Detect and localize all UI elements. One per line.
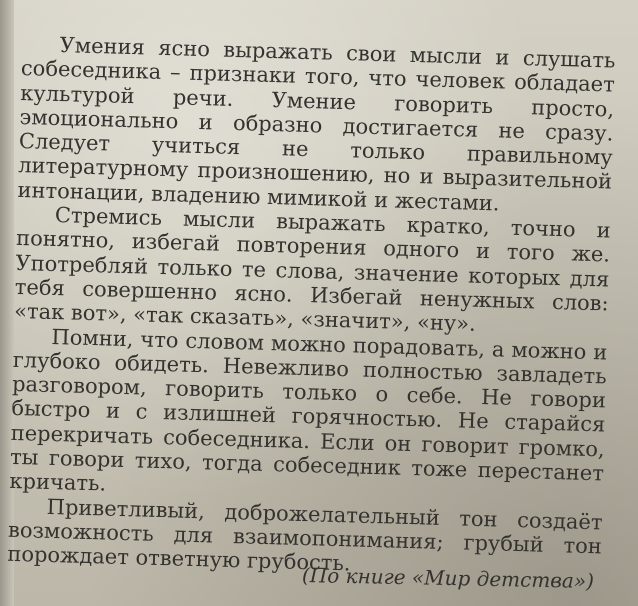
paragraph-4: Приветливый, доброжелательный тон создаёт возможность для взаимопонимания; грубый тон порождает ответную грубость. xyxy=(7,494,603,576)
paragraph-2: Стремись мысли выражать кратко, точно и понятно, избегай повторения одного и того же. Употребляй только те слова, значение которых для тебя совершенно ясно. Избегай ненужных слов: «так вот», «так сказать», «значит», «ну». xyxy=(13,203,612,337)
page-text xyxy=(7,32,616,583)
source-citation: (По книге «Мир детства») xyxy=(301,562,595,594)
paragraph-1: Умения ясно выражать свои мысли и слушать собеседника – признаки того, что человек обладает культурой речи. Умение говорить просто, эмоционально и образно достигается не сразу. Следует учиться не только правильному литературному произношению, но и выразительной интонации, владению мимикой и жестами. xyxy=(17,33,616,216)
paragraph-3: Помни, что словом можно порадовать, а можно и глубоко обидеть. Невежливо полностью завладеть разговором, говорить только о себе. Не говори быстро и с излишней горячностью. Не старайся перекричать собеседника. Если он говорит громко, ты говори тихо, тогда собеседник тоже перестанет кричать. xyxy=(9,324,608,496)
